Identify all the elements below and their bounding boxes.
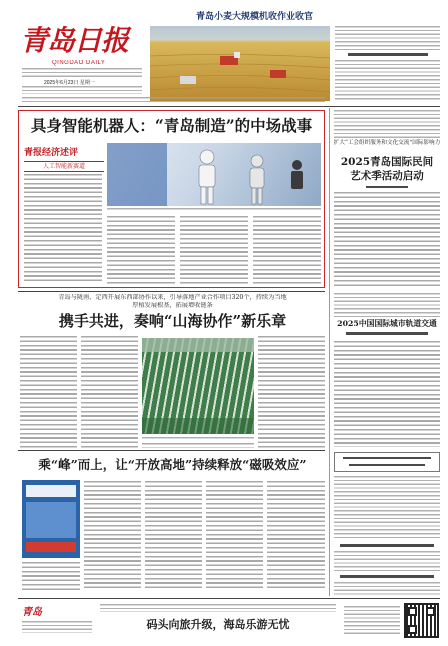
bottom-strip-divider	[18, 598, 440, 599]
second-story-deck-line2: 厚植发展根基，拓展增收链条	[132, 302, 213, 309]
top-story-headline: 青岛小麦大规模机收作业收官	[196, 12, 314, 22]
commentary-text	[24, 174, 102, 284]
right-top-headline-line2: 艺术季活动启动	[350, 170, 424, 182]
right-bottom-subheading-2	[340, 575, 434, 578]
right-top-kicker: 扩大“工会组织服务和文化交流”国际影响力	[333, 140, 441, 146]
second-story-divider	[18, 291, 325, 292]
right-top-headline-line1: 2025青岛国际民间	[340, 156, 434, 168]
robot-icon	[199, 150, 215, 204]
greenhouse-photo-caption	[142, 437, 254, 441]
wheat-harvest-photo	[150, 26, 330, 101]
right-bottom-boxed-title	[334, 452, 440, 472]
masthead-title: 青岛日报	[20, 24, 129, 57]
robots-illustration	[107, 143, 321, 206]
column-topic-banner: 人工智能新赛道	[24, 161, 104, 172]
right-bottom-subheading-1	[340, 544, 434, 547]
lead-text-column-2	[180, 216, 248, 285]
nav-strip-text	[22, 97, 325, 103]
bottom-strip-logo: 青岛	[22, 607, 42, 618]
masthead-info-text-lower	[22, 86, 142, 94]
right-mid-text-a	[334, 293, 440, 317]
lead-text-column-1	[107, 216, 175, 285]
top-divider	[18, 106, 440, 107]
third-story-divider	[18, 450, 325, 451]
right-column-divider	[329, 108, 330, 596]
greenhouse-aerial-photo	[142, 338, 254, 434]
column-label: 青报经济述评	[24, 148, 79, 158]
second-story-deck-line1: 青岛与陇南、定西开展东西部协作以来，引导落地产业合作项目320个，持续为当地	[58, 294, 287, 301]
masthead-info-text	[22, 68, 142, 77]
third-text-under-box	[22, 562, 80, 590]
robots-photo-caption	[107, 208, 321, 212]
second-text-column-2	[81, 336, 138, 448]
third-text-column-3	[206, 481, 263, 591]
right-top-body	[334, 192, 440, 288]
greenhouse-illustration	[142, 338, 254, 434]
right-top-text-a	[334, 110, 440, 138]
top-right-subheading	[348, 53, 428, 56]
qr-code-icon	[404, 603, 439, 638]
third-story-infobox	[22, 480, 80, 558]
masthead-english: QINGDAO DAILY	[52, 60, 106, 66]
second-text-column-1	[20, 336, 77, 448]
third-text-column-2	[145, 481, 202, 591]
robots-photo	[107, 143, 321, 206]
top-right-text-b	[335, 60, 440, 102]
right-bottom-text-b	[334, 551, 440, 571]
bottom-strip-logo-subtext	[22, 621, 92, 633]
right-bottom-text-c	[334, 582, 440, 596]
third-text-column-1	[84, 481, 141, 591]
third-text-column-4	[267, 481, 325, 591]
second-story-headline: 携手共进，奏响“山海协作”新乐章	[58, 312, 287, 330]
right-mid-headline: 2025中国国际城市轨道交通	[337, 319, 437, 328]
right-mid-headline-second-line	[346, 332, 428, 335]
third-story-headline: 乘“峰”而上，让“开放高地”持续释放“磁吸效应”	[38, 457, 307, 472]
lead-text-column-3	[253, 216, 321, 285]
lead-story-headline: 具身智能机器人：“青岛制造”的中场战事	[30, 116, 313, 135]
second-text-under-photo	[142, 443, 254, 448]
top-right-text-a	[335, 26, 440, 50]
bottom-strip-headline: 码头向旅升级，海岛乐游无忧	[146, 618, 290, 631]
right-mid-body	[334, 341, 440, 447]
second-text-column-3	[258, 336, 325, 448]
right-top-byline	[366, 186, 408, 188]
issue-date: 2025年6月23日 星期一	[44, 80, 95, 86]
right-bottom-text-a	[334, 476, 440, 540]
wheat-harvest-illustration	[150, 26, 330, 101]
bottom-right-text	[344, 606, 400, 636]
bottom-strip-deck	[100, 604, 336, 612]
